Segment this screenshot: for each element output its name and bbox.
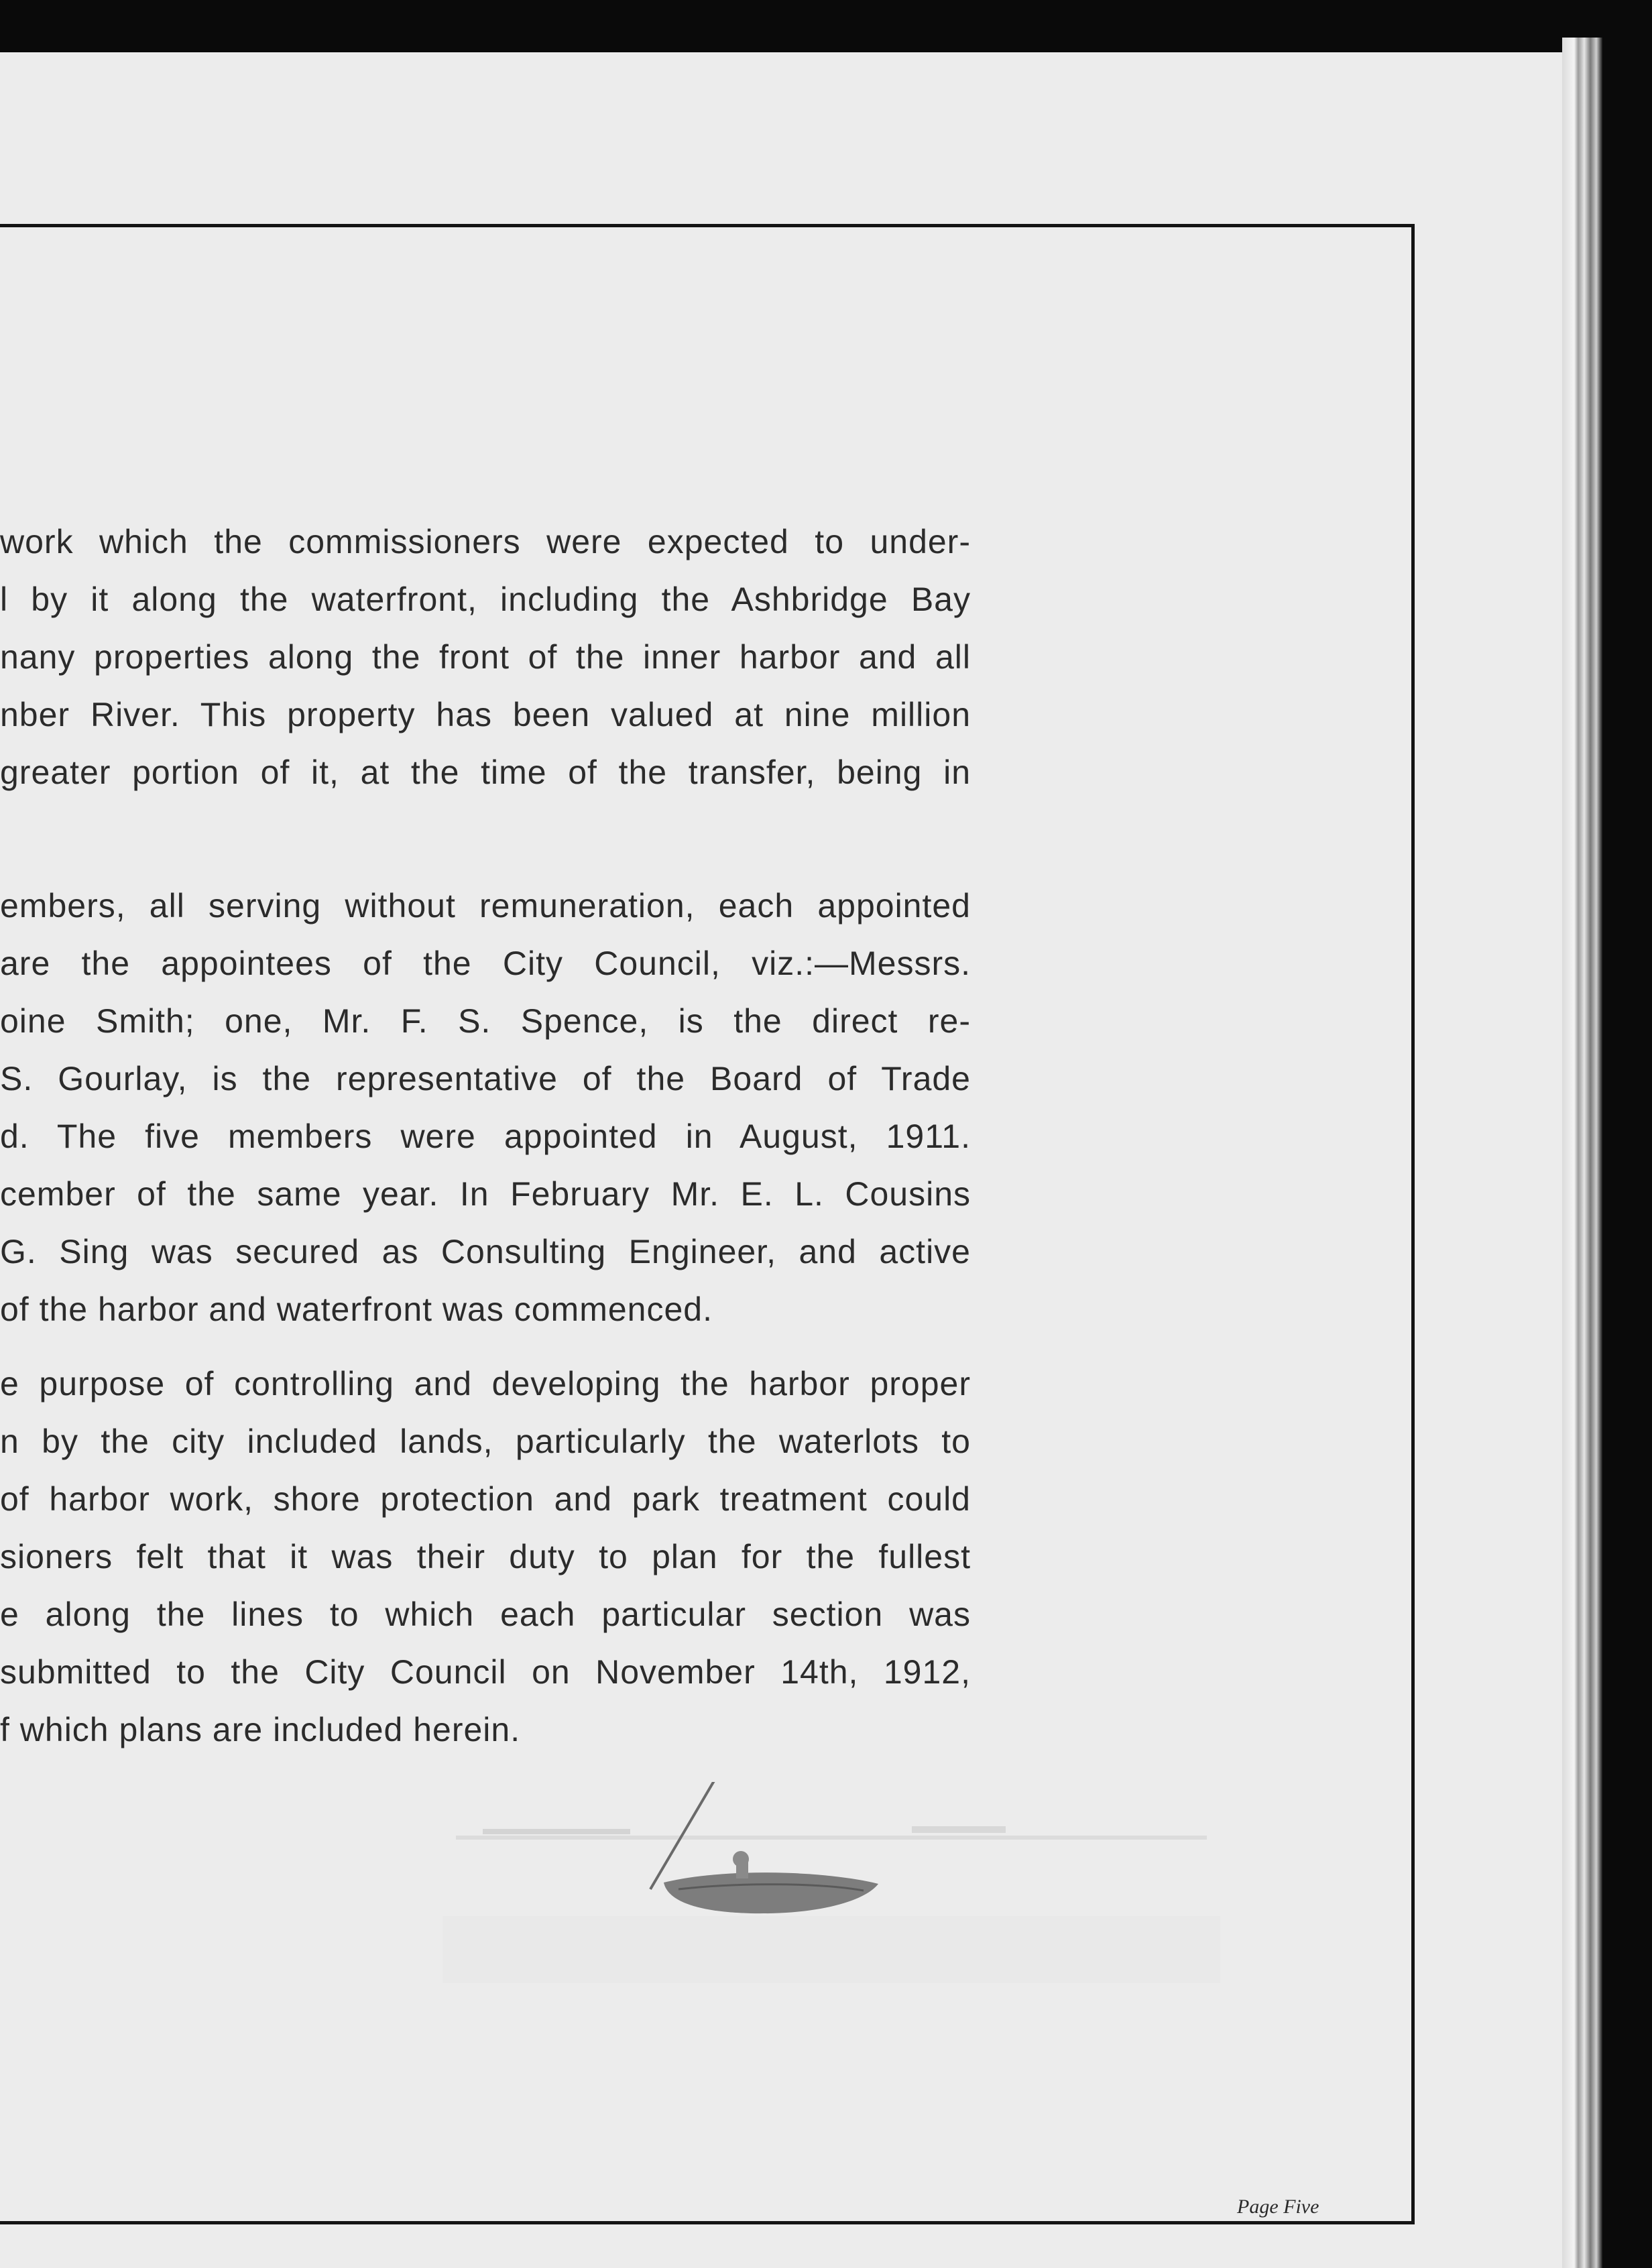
text-line: e purpose of controlling and developing the harbor proper (0, 1365, 971, 1402)
page-number: Page Five (1237, 2196, 1319, 2218)
text-line: nany properties along the front of the inner harbor and all (0, 638, 971, 676)
text-line: f which plans are included herein. (0, 1711, 521, 1748)
text-line: cember of the same year. In February Mr. E. L. Cousins (0, 1175, 971, 1213)
book-page-edge (1562, 38, 1602, 2268)
harbor-sailboat-photo (442, 1782, 1220, 1983)
text-line: d. The five members were appointed in August, 1911. (0, 1118, 971, 1155)
text-line: greater portion of it, at the time of the transfer, being in (0, 754, 971, 791)
sailboat-illustration (442, 1782, 1220, 1983)
text-line: of the harbor and waterfront was commenced. (0, 1291, 713, 1328)
text-line: e along the lines to which each particular section was (0, 1596, 971, 1633)
document-page (0, 52, 1562, 2268)
text-line: nber River. This property has been valued at nine million (0, 696, 971, 733)
text-line: oine Smith; one, Mr. F. S. Spence, is the direct re- (0, 1002, 971, 1040)
text-line: l by it along the waterfront, including the Ashbridge Bay (0, 581, 971, 618)
text-line: S. Gourlay, is the representative of the Board of Trade (0, 1060, 971, 1097)
text-line: sioners felt that it was their duty to plan for the fullest (0, 1538, 971, 1575)
text-line: of harbor work, shore protection and park treatment could (0, 1480, 971, 1518)
text-line: n by the city included lands, particularly the waterlots to (0, 1423, 971, 1460)
text-line: are the appointees of the City Council, viz.:—Messrs. (0, 945, 971, 982)
text-line: G. Sing was secured as Consulting Engineer, and active (0, 1233, 971, 1270)
text-line: embers, all serving without remuneration, each appointed (0, 887, 971, 924)
text-line: work which the commissioners were expected to under- (0, 523, 971, 560)
text-line: submitted to the City Council on November 14th, 1912, (0, 1653, 971, 1691)
